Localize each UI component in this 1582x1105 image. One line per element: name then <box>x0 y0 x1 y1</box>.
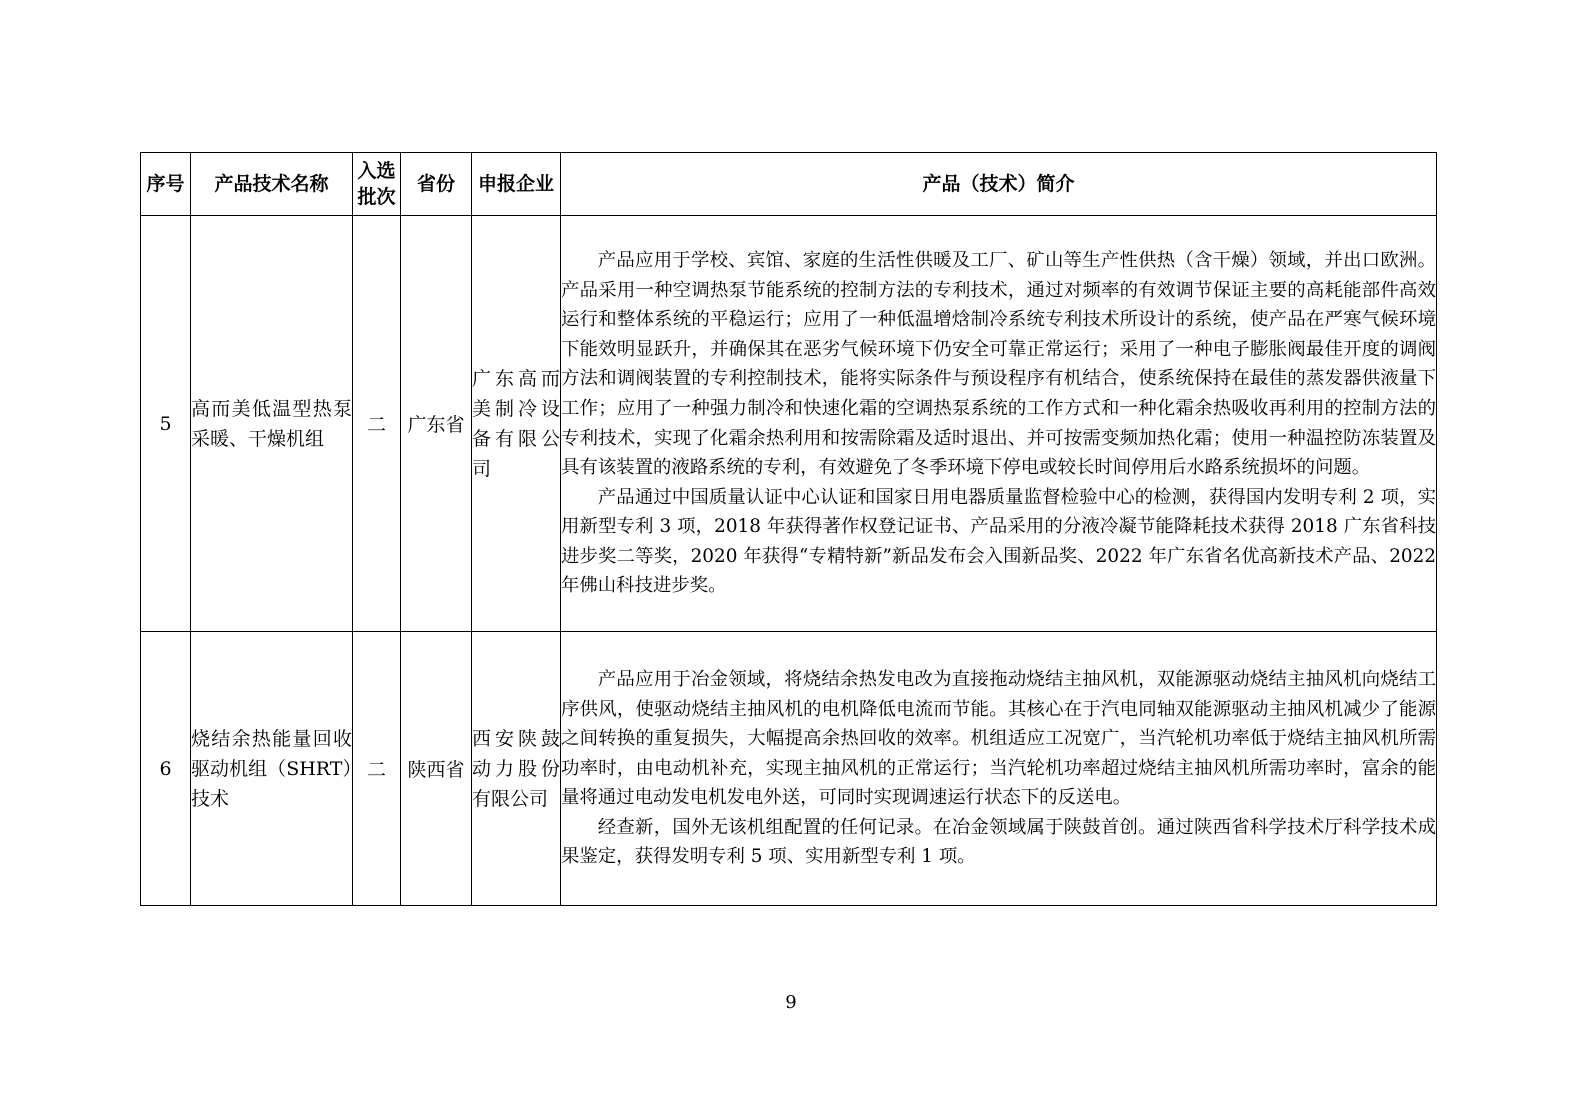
description-paragraph: 产品应用于学校、宾馆、家庭的生活性供暖及工厂、矿山等生产性供热（含干燥）领域，并出口欧洲。产品采用一种空调热泵节能系统的控制方法的专利技术，通过对频率的有效调节保证主要的高耗能部件高效运行和整体系统的平稳运行；应用了一种低温增焓制冷系统专利技术所设计的系统，使产品在严寒气候环境下能效明显跃升，并确保其在恶劣气候环境下仍安全可靠正常运行；采用了一种电子膨胀阀最佳开度的调阀方法和调阀装置的专利控制技术，能将实际条件与预设程序有机结合，使系统保持在最佳的蒸发器供液量下工作；应用了一种强力制冷和快速化霜的空调热泵系统的工作方式和一种化霜余热吸收再利用的控制方法的专利技术，实现了化霜余热利用和按需除霜及适时退出、并可按需变频加热化霜；使用一种温控防冻装置及具有该装置的液路系统的专利，有效避免了冬季环境下停电或较长时间停用后水路系统损坏的问题。 <box>561 249 1436 479</box>
row-description <box>561 632 1437 906</box>
row-batch: 二 <box>353 632 401 906</box>
table-row <box>141 632 1437 906</box>
product-table <box>140 152 1437 906</box>
row-serial-number: 6 <box>141 632 191 906</box>
header-province: 省份 <box>401 153 472 216</box>
header-company: 申报企业 <box>472 153 561 216</box>
header-batch-line2: 批次 <box>357 186 396 208</box>
row-description <box>561 216 1437 632</box>
header-batch-line1: 入选 <box>357 160 396 182</box>
header-serial-number: 序号 <box>141 153 191 216</box>
description-paragraph: 产品应用于冶金领域，将烧结余热发电改为直接拖动烧结主抽风机，双能源驱动烧结主抽风机向烧结工序供风，使驱动烧结主抽风机的电机降低电流而节能。其核心在于汽电同轴双能源驱动主抽风机减少了能源之间转换的重复损失，大幅提高余热回收的效率。机组适应工况宽广，当汽轮机功率低于烧结主抽风机所需功率时，由电动机补充，实现主抽风机的正常运行；当汽轮机功率超过烧结主抽风机所需功率时，富余的能量将通过电动发电机发电外送，可同时实现调速运行状态下的反送电。 <box>561 668 1436 809</box>
page-number: 9 <box>785 992 797 1013</box>
description-paragraph: 产品通过中国质量认证中心认证和国家日用电器质量监督检验中心的检测，获得国内发明专利 2 项，实用新型专利 3 项，2018 年获得著作权登记证书、产品采用的分液冷凝节能降耗技术获得 2018 广东省科技进步奖二等奖，2020 年获得“专精特新”新品发布会入围新品奖、2022 年广东省名优高新技术产品、2022 年佛山科技进步奖。 <box>561 486 1436 597</box>
row-province: 广东省 <box>401 216 472 632</box>
table-row <box>141 216 1437 632</box>
table-header-row <box>141 153 1437 216</box>
row-product-name: 烧结余热能量回收驱动机组（SHRT）技术 <box>191 632 353 906</box>
header-product-name: 产品技术名称 <box>191 153 353 216</box>
header-description: 产品（技术）简介 <box>561 153 1437 216</box>
row-serial-number: 5 <box>141 216 191 632</box>
header-batch <box>353 153 401 216</box>
row-product-name: 高而美低温型热泵采暖、干燥机组 <box>191 216 353 632</box>
description-paragraph: 经查新，国外无该机组配置的任何记录。在冶金领域属于陕鼓首创。通过陕西省科学技术厅科学技术成果鉴定，获得发明专利 5 项、实用新型专利 1 项。 <box>561 816 1436 868</box>
row-batch: 二 <box>353 216 401 632</box>
row-company: 广东高而美制冷设备有限公司 <box>472 216 561 632</box>
row-company: 西安陕鼓动力股份有限公司 <box>472 632 561 906</box>
row-province: 陕西省 <box>401 632 472 906</box>
